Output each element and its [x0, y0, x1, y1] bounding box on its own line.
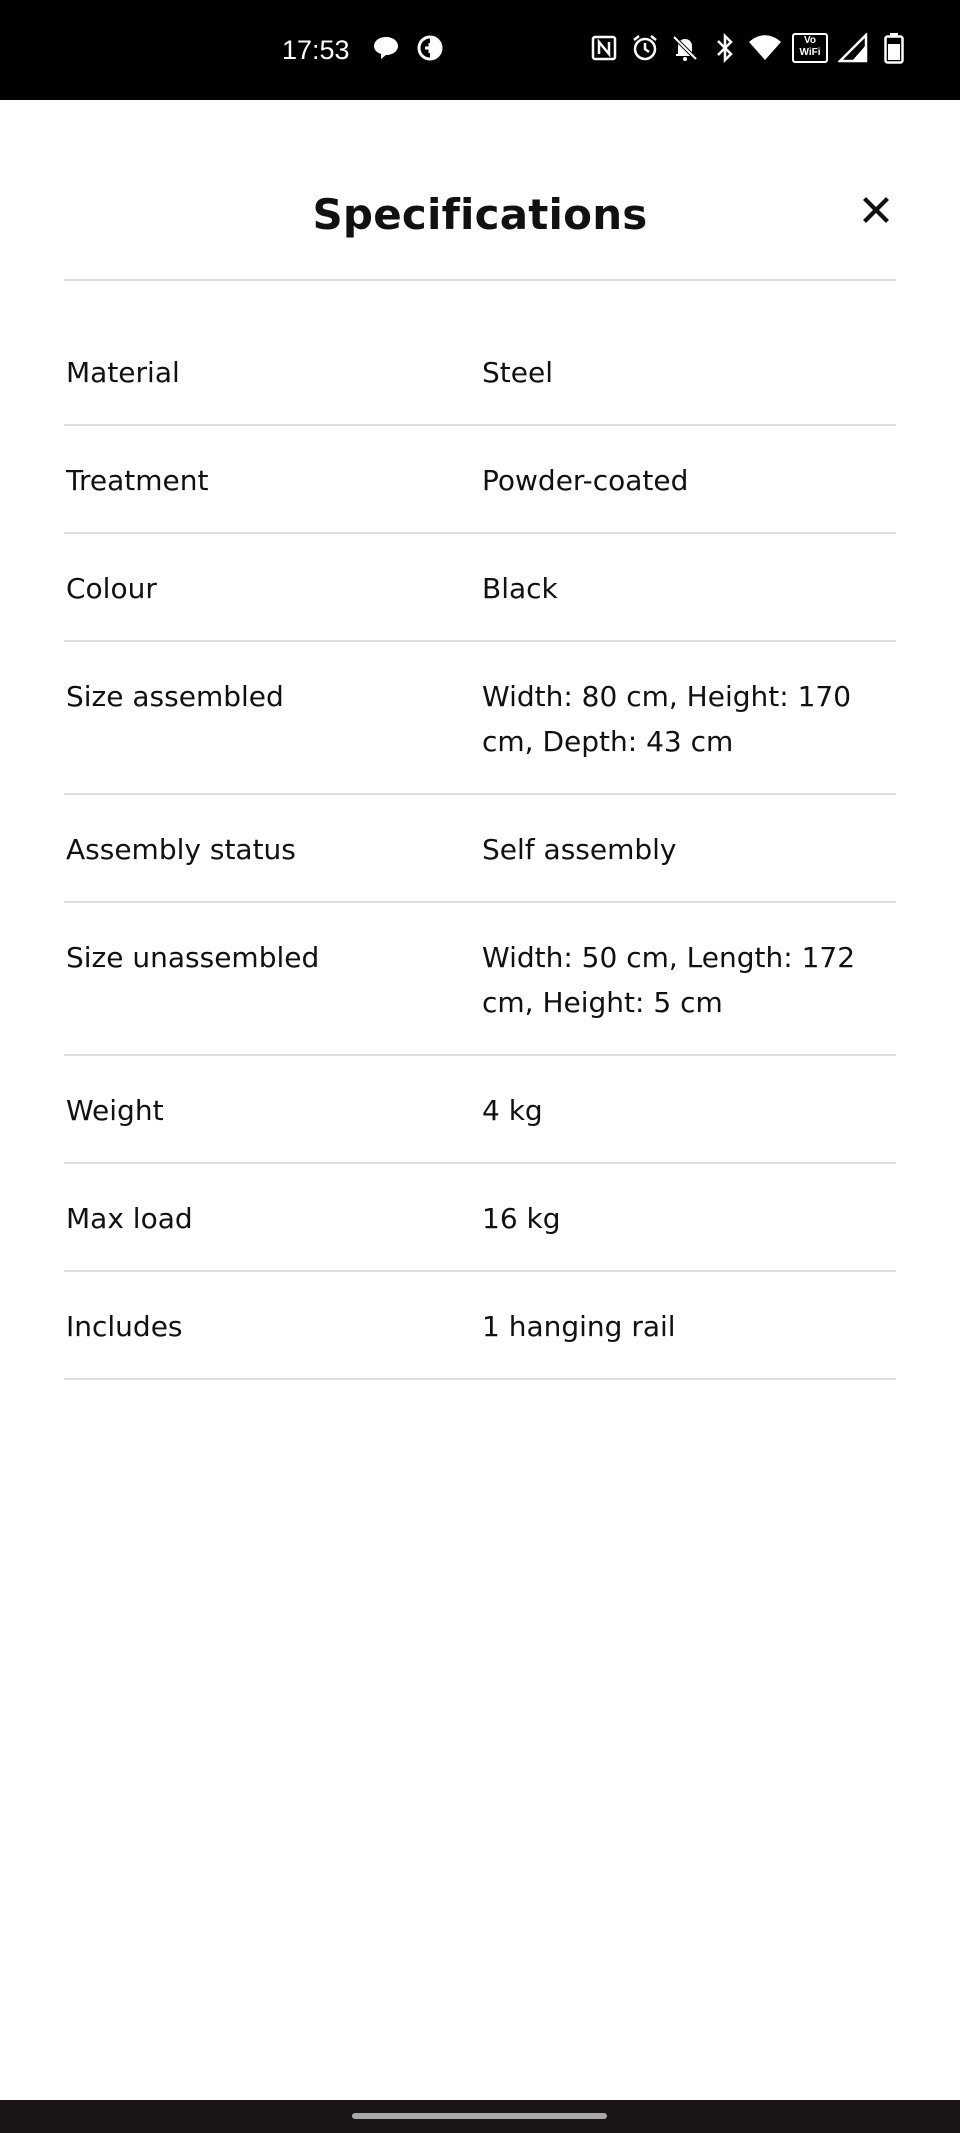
wifi-icon	[748, 34, 782, 62]
status-bar	[0, 0, 960, 100]
spec-value: Width: 50 cm, Length: 172 cm, Height: 5 cm	[482, 941, 856, 1019]
vowifi-icon	[792, 33, 828, 63]
data-saver-icon	[416, 34, 444, 62]
cellular-signal-icon	[838, 33, 868, 63]
spec-label: Max load	[66, 1202, 193, 1235]
specifications-list	[64, 318, 896, 1380]
alarm-icon	[630, 33, 660, 63]
close-button[interactable]	[852, 186, 900, 234]
vowifi-top-text: Vo	[803, 35, 817, 46]
spec-row-weight	[64, 1056, 896, 1164]
navigation-bar	[0, 2100, 960, 2133]
spec-label: Colour	[66, 572, 157, 605]
spec-label: Size unassembled	[66, 941, 320, 974]
status-time: 17:53	[282, 35, 350, 65]
spec-row-size-assembled	[64, 642, 896, 795]
spec-row-assembly-status	[64, 795, 896, 903]
battery-icon	[884, 32, 904, 64]
spec-row-includes	[64, 1272, 896, 1380]
spec-value: Powder-coated	[482, 464, 689, 497]
spec-row-treatment	[64, 426, 896, 534]
home-gesture-handle[interactable]	[352, 2113, 607, 2119]
spec-label: Treatment	[66, 464, 209, 497]
notifications-off-icon	[670, 33, 700, 63]
spec-row-max-load	[64, 1164, 896, 1272]
spec-value: Black	[482, 572, 558, 605]
spec-label: Material	[66, 356, 180, 389]
spec-value: 16 kg	[482, 1202, 561, 1235]
chat-bubble-icon	[372, 35, 400, 61]
spec-label: Weight	[66, 1094, 164, 1127]
spec-label: Size assembled	[66, 680, 284, 713]
page-title: Specifications	[312, 190, 648, 239]
vowifi-bottom-text: WiFi	[799, 47, 821, 58]
spec-row-colour	[64, 534, 896, 642]
spec-label: Includes	[66, 1310, 183, 1343]
spec-value: Self assembly	[482, 833, 677, 866]
spec-row-material	[64, 318, 896, 426]
bluetooth-icon	[714, 33, 736, 63]
spec-label: Assembly status	[66, 833, 296, 866]
spec-value: 4 kg	[482, 1094, 543, 1127]
spec-value: Width: 80 cm, Height: 170 cm, Depth: 43 cm	[482, 680, 852, 758]
close-icon	[863, 197, 889, 223]
nfc-icon	[590, 34, 618, 62]
spec-row-size-unassembled	[64, 903, 896, 1056]
spec-value: Steel	[482, 356, 553, 389]
header-divider	[64, 279, 896, 281]
spec-value: 1 hanging rail	[482, 1310, 676, 1343]
